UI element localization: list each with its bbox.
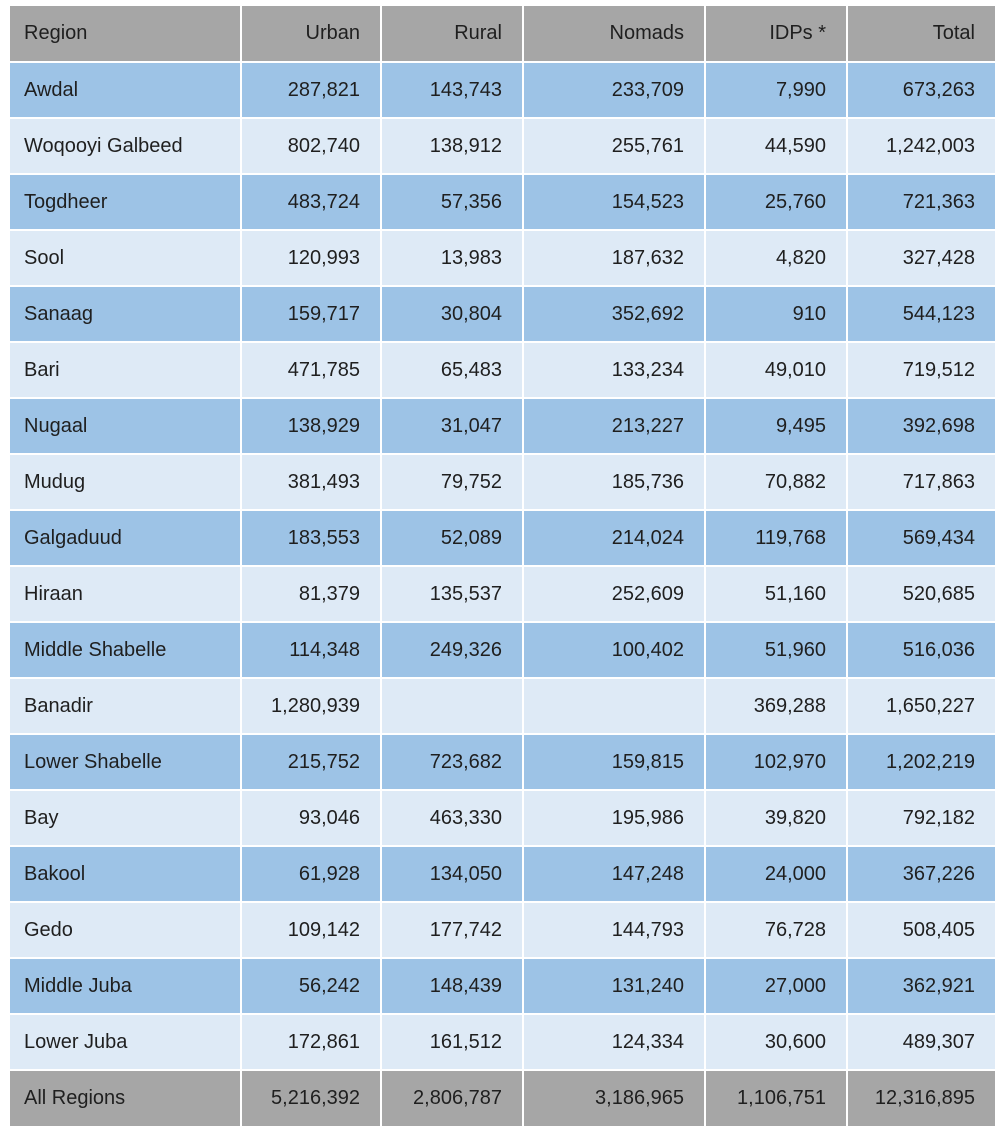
urban-value-cell: 381,493 [241,454,381,510]
urban-value-cell: 287,821 [241,62,381,118]
nomads-value-cell: 185,736 [523,454,705,510]
rural-value-cell: 65,483 [381,342,523,398]
region-name-cell: Middle Shabelle [9,622,241,678]
totals-idps-cell: 1,106,751 [705,1070,847,1127]
nomads-value-cell: 147,248 [523,846,705,902]
idps-value-cell: 30,600 [705,1014,847,1070]
idps-value-cell: 7,990 [705,62,847,118]
nomads-value-cell: 124,334 [523,1014,705,1070]
idps-value-cell: 4,820 [705,230,847,286]
urban-value-cell: 93,046 [241,790,381,846]
nomads-value-cell: 144,793 [523,902,705,958]
region-name-cell: Mudug [9,454,241,510]
rural-value-cell: 148,439 [381,958,523,1014]
rural-value-cell: 463,330 [381,790,523,846]
table-row [9,230,996,286]
totals-row-label: All Regions [9,1070,241,1127]
rural-value-cell: 13,983 [381,230,523,286]
nomads-value-cell: 233,709 [523,62,705,118]
rural-value-cell [381,678,523,734]
total-value-cell: 516,036 [847,622,996,678]
header-row [9,5,996,62]
totals-row [9,1070,996,1127]
table-row [9,454,996,510]
region-name-cell: Lower Shabelle [9,734,241,790]
urban-value-cell: 56,242 [241,958,381,1014]
total-value-cell: 508,405 [847,902,996,958]
urban-value-cell: 81,379 [241,566,381,622]
idps-value-cell: 70,882 [705,454,847,510]
idps-value-cell: 49,010 [705,342,847,398]
table-row [9,846,996,902]
region-name-cell: Bay [9,790,241,846]
table-row [9,902,996,958]
column-header-rural: Rural [381,5,523,62]
total-value-cell: 544,123 [847,286,996,342]
total-value-cell: 489,307 [847,1014,996,1070]
nomads-value-cell: 213,227 [523,398,705,454]
totals-rural-cell: 2,806,787 [381,1070,523,1127]
region-name-cell: Bari [9,342,241,398]
rural-value-cell: 138,912 [381,118,523,174]
idps-value-cell: 76,728 [705,902,847,958]
rural-value-cell: 249,326 [381,622,523,678]
region-name-cell: Sanaag [9,286,241,342]
table-row [9,342,996,398]
urban-value-cell: 109,142 [241,902,381,958]
urban-value-cell: 183,553 [241,510,381,566]
table-row [9,790,996,846]
nomads-value-cell: 252,609 [523,566,705,622]
urban-value-cell: 471,785 [241,342,381,398]
nomads-value-cell [523,678,705,734]
table-footer [9,1070,996,1127]
total-value-cell: 673,263 [847,62,996,118]
rural-value-cell: 161,512 [381,1014,523,1070]
table-row [9,622,996,678]
urban-value-cell: 159,717 [241,286,381,342]
urban-value-cell: 172,861 [241,1014,381,1070]
urban-value-cell: 120,993 [241,230,381,286]
total-value-cell: 327,428 [847,230,996,286]
column-header-urban: Urban [241,5,381,62]
region-name-cell: Hiraan [9,566,241,622]
table-row [9,174,996,230]
idps-value-cell: 24,000 [705,846,847,902]
total-value-cell: 1,242,003 [847,118,996,174]
total-value-cell: 1,650,227 [847,678,996,734]
nomads-value-cell: 352,692 [523,286,705,342]
idps-value-cell: 369,288 [705,678,847,734]
idps-value-cell: 102,970 [705,734,847,790]
total-value-cell: 721,363 [847,174,996,230]
nomads-value-cell: 255,761 [523,118,705,174]
nomads-value-cell: 131,240 [523,958,705,1014]
rural-value-cell: 57,356 [381,174,523,230]
table-row [9,734,996,790]
idps-value-cell: 27,000 [705,958,847,1014]
rural-value-cell: 134,050 [381,846,523,902]
total-value-cell: 1,202,219 [847,734,996,790]
idps-value-cell: 910 [705,286,847,342]
region-name-cell: Banadir [9,678,241,734]
urban-value-cell: 138,929 [241,398,381,454]
rural-value-cell: 177,742 [381,902,523,958]
region-name-cell: Lower Juba [9,1014,241,1070]
urban-value-cell: 802,740 [241,118,381,174]
total-value-cell: 717,863 [847,454,996,510]
column-header-total: Total [847,5,996,62]
region-name-cell: Sool [9,230,241,286]
table-row [9,1014,996,1070]
table-header [9,5,996,62]
total-value-cell: 392,698 [847,398,996,454]
rural-value-cell: 135,537 [381,566,523,622]
nomads-value-cell: 187,632 [523,230,705,286]
population-table [8,4,997,1128]
urban-value-cell: 114,348 [241,622,381,678]
total-value-cell: 792,182 [847,790,996,846]
total-value-cell: 719,512 [847,342,996,398]
nomads-value-cell: 133,234 [523,342,705,398]
region-name-cell: Bakool [9,846,241,902]
rural-value-cell: 143,743 [381,62,523,118]
totals-nomads-cell: 3,186,965 [523,1070,705,1127]
column-header-region: Region [9,5,241,62]
column-header-nomads: Nomads [523,5,705,62]
urban-value-cell: 483,724 [241,174,381,230]
idps-value-cell: 119,768 [705,510,847,566]
totals-total-cell: 12,316,895 [847,1070,996,1127]
idps-value-cell: 25,760 [705,174,847,230]
idps-value-cell: 39,820 [705,790,847,846]
total-value-cell: 362,921 [847,958,996,1014]
rural-value-cell: 31,047 [381,398,523,454]
table-row [9,62,996,118]
urban-value-cell: 61,928 [241,846,381,902]
nomads-value-cell: 159,815 [523,734,705,790]
rural-value-cell: 52,089 [381,510,523,566]
table-body [9,62,996,1070]
total-value-cell: 569,434 [847,510,996,566]
region-name-cell: Awdal [9,62,241,118]
total-value-cell: 367,226 [847,846,996,902]
urban-value-cell: 215,752 [241,734,381,790]
table-row [9,510,996,566]
region-name-cell: Galgaduud [9,510,241,566]
rural-value-cell: 723,682 [381,734,523,790]
table-row [9,958,996,1014]
rural-value-cell: 79,752 [381,454,523,510]
urban-value-cell: 1,280,939 [241,678,381,734]
total-value-cell: 520,685 [847,566,996,622]
idps-value-cell: 9,495 [705,398,847,454]
region-name-cell: Nugaal [9,398,241,454]
table-row [9,398,996,454]
table-row [9,678,996,734]
region-name-cell: Middle Juba [9,958,241,1014]
table-row [9,566,996,622]
region-name-cell: Woqooyi Galbeed [9,118,241,174]
table-row [9,286,996,342]
nomads-value-cell: 214,024 [523,510,705,566]
nomads-value-cell: 100,402 [523,622,705,678]
nomads-value-cell: 195,986 [523,790,705,846]
table-row [9,118,996,174]
region-name-cell: Togdheer [9,174,241,230]
idps-value-cell: 51,960 [705,622,847,678]
rural-value-cell: 30,804 [381,286,523,342]
region-name-cell: Gedo [9,902,241,958]
idps-value-cell: 51,160 [705,566,847,622]
totals-urban-cell: 5,216,392 [241,1070,381,1127]
column-header-idps: IDPs * [705,5,847,62]
nomads-value-cell: 154,523 [523,174,705,230]
idps-value-cell: 44,590 [705,118,847,174]
